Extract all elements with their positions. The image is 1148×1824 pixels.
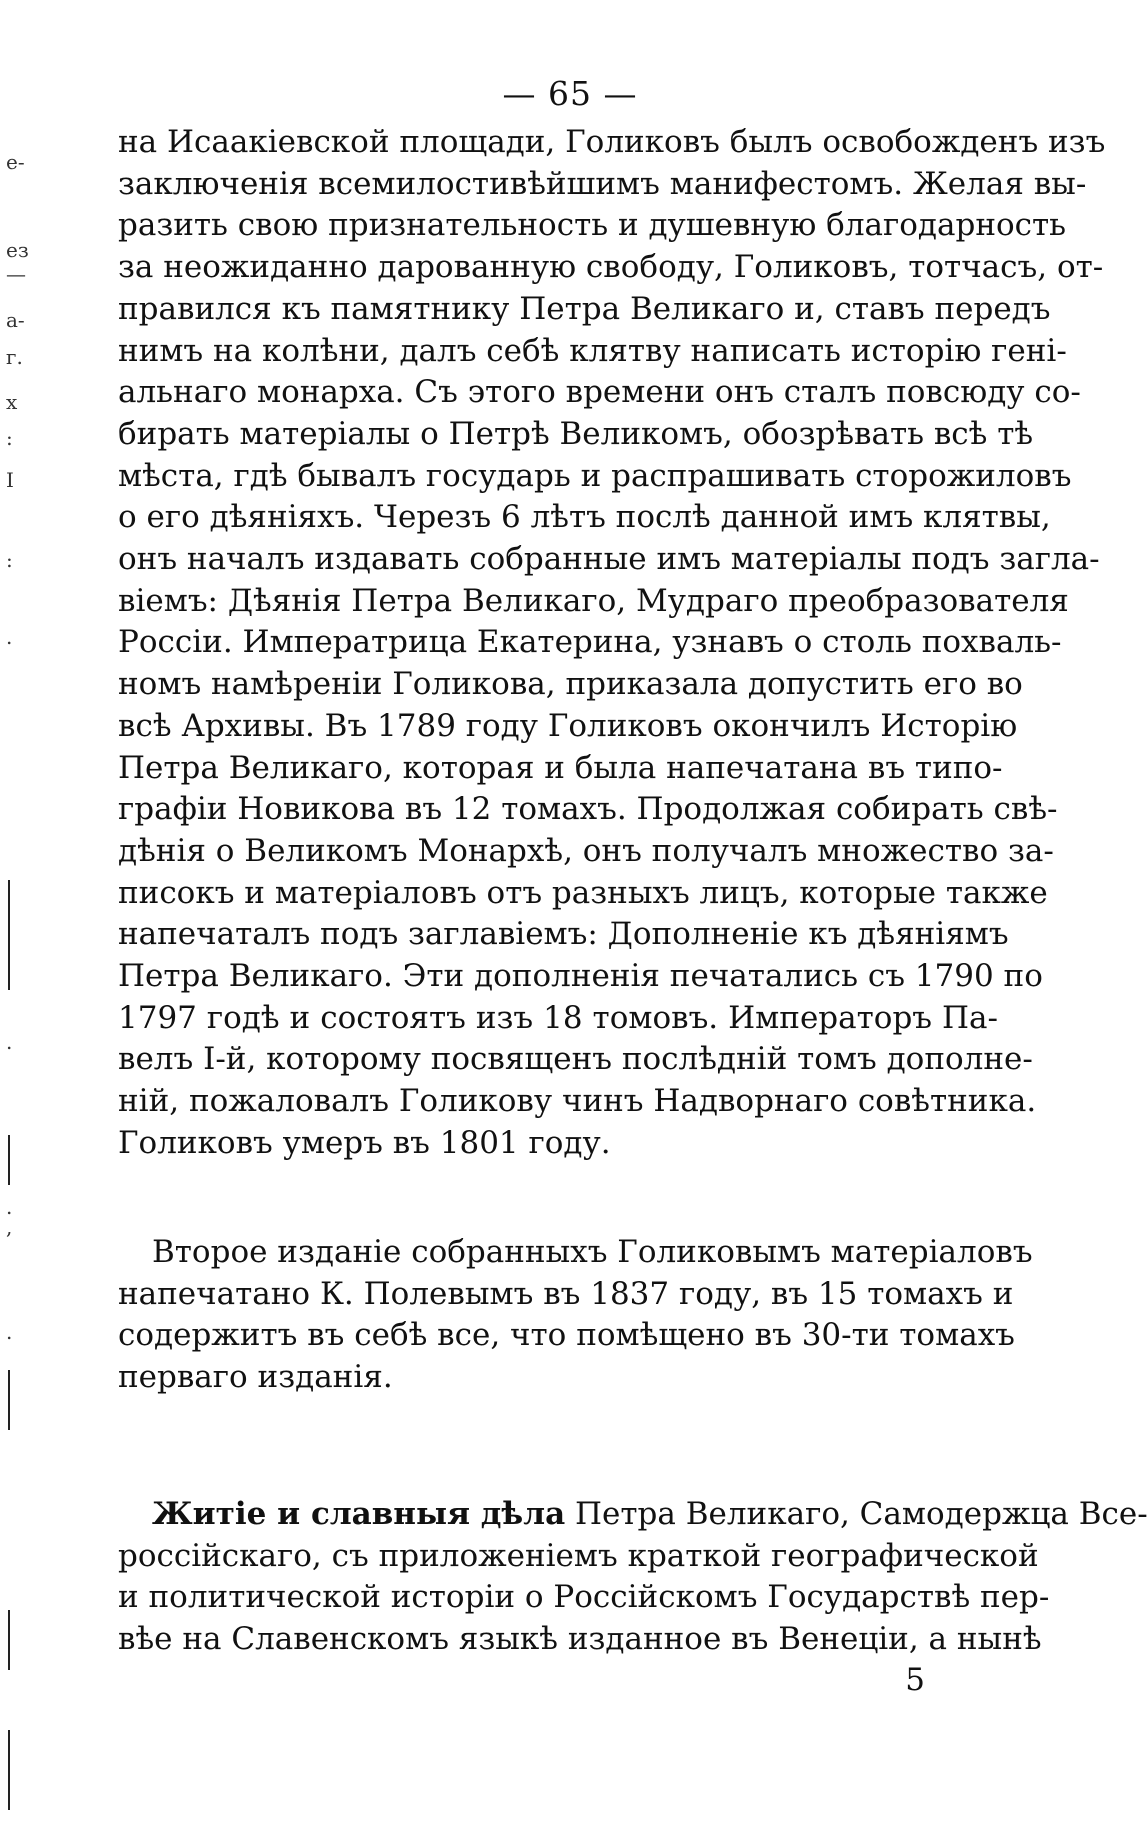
text-line: содержитъ въ себѣ все, что помѣщено въ 30-ти томахъ (118, 1317, 1015, 1354)
text-line: онъ началъ издавать собранные имъ матеріалы подъ загла- (118, 541, 1100, 578)
text-line: альнаго монарха. Съ этого времени онъ сталъ повсюду со- (118, 374, 1081, 411)
text-line: и политической исторіи о Россійскомъ Государствѣ пер- (118, 1579, 1050, 1616)
margin-mark: г. (6, 345, 23, 369)
entry-title-lead: Житіе и славныя дѣла (152, 1496, 566, 1532)
margin-mark: ез (6, 238, 29, 262)
text-line (118, 1494, 1148, 1536)
text-line: Второе изданіе собранныхъ Голиковымъ матеріаловъ (152, 1234, 1033, 1270)
text-line: всѣ Архивы. Въ 1789 году Голиковъ окончилъ Исторію (118, 707, 1018, 744)
margin-mark: . (6, 1320, 13, 1344)
margin-mark: : (6, 548, 13, 572)
margin-mark: — (6, 262, 26, 286)
margin-mark: . (6, 1030, 13, 1054)
margin-mark: . (6, 625, 13, 649)
margin-mark: а- (6, 308, 25, 332)
paragraph-second-edition (118, 1232, 1033, 1399)
text-line: Петра Великаго. Эти дополненія печатались съ 1790 по (118, 958, 1043, 995)
text-line: Петра Великаго, которая и была напечатана въ типо- (118, 749, 1003, 786)
page-number: — 65 — (502, 74, 638, 113)
entry-title-rest: Петра Великаго, Самодержца Все- (565, 1496, 1148, 1532)
text-line: мѣста, гдѣ бывалъ государь и распрашивать сторожиловъ (118, 457, 1072, 494)
text-line: вѣе на Славенскомъ языкѣ изданное въ Венеціи, а нынѣ (118, 1621, 1042, 1658)
margin-rule (8, 1730, 10, 1810)
margin-rule (8, 880, 10, 990)
text-line: Россіи. Императрица Екатерина, узнавъ о столь похваль- (118, 624, 1062, 661)
text-line: за неожиданно дарованную свободу, Голиковъ, тотчасъ, от- (118, 249, 1104, 286)
text-line: Голиковъ умеръ въ 1801 году. (118, 1124, 611, 1161)
text-line: номъ намѣреніи Голикова, приказала допустить его во (118, 666, 1023, 703)
text-line: о его дѣяніяхъ. Черезъ 6 лѣтъ послѣ данной имъ клятвы, (118, 499, 1051, 536)
paragraph-biography (118, 122, 1106, 1165)
text-line: правился къ памятнику Петра Великаго и, ставъ передъ (118, 290, 1051, 327)
text-line: писокъ и матеріаловъ отъ разныхъ лицъ, которые также (118, 874, 1048, 911)
margin-mark: . (6, 1195, 13, 1219)
margin-rule (8, 1610, 10, 1670)
text-line: бирать матеріалы о Петрѣ Великомъ, обозрѣвать всѣ тѣ (118, 415, 1034, 452)
text-line: дѣнія о Великомъ Монархѣ, онъ получалъ множество за- (118, 832, 1054, 869)
text-line: велъ I-й, которому посвященъ послѣдній томъ дополне- (118, 1041, 1033, 1078)
signature-mark: 5 (905, 1662, 925, 1698)
text-line: напечаталъ подъ заглавіемъ: Дополненіе къ дѣяніямъ (118, 916, 1009, 953)
text-line: на Исаакіевской площади, Голиковъ былъ освобожденъ изъ (118, 124, 1106, 160)
text-line: перваго изданія. (118, 1359, 393, 1396)
text-line: напечатано К. Полевымъ въ 1837 году, въ 15 томахъ и (118, 1275, 1014, 1312)
margin-mark: х (6, 390, 18, 414)
margin-rule (8, 1135, 10, 1185)
margin-mark: , (6, 1215, 13, 1239)
text-line: графіи Новикова въ 12 томахъ. Продолжая собирать свѣ- (118, 791, 1058, 828)
text-line: 1797 годѣ и состоятъ изъ 18 томовъ. Императоръ Па- (118, 999, 998, 1036)
text-line: заключенія всемилостивѣйшимъ манифестомъ. Желая вы- (118, 165, 1087, 202)
text-line: россійскаго, съ приложеніемъ краткой географической (118, 1537, 1039, 1574)
margin-mark: I (6, 468, 14, 492)
left-margin-marks (0, 0, 40, 1824)
paragraph-bibliography-entry (118, 1494, 1148, 1661)
text-line: віемъ: Дѣянія Петра Великаго, Мудраго преобразователя (118, 582, 1069, 619)
text-line: ній, пожаловалъ Голикову чинъ Надворнаго совѣтника. (118, 1083, 1037, 1120)
margin-mark: е- (6, 150, 25, 174)
text-line: разить свою признательность и душевную благодарность (118, 207, 1067, 244)
text-line: нимъ на колѣни, далъ себѣ клятву написать исторію гені- (118, 332, 1067, 369)
margin-rule (8, 1370, 10, 1430)
margin-mark: : (6, 426, 13, 450)
